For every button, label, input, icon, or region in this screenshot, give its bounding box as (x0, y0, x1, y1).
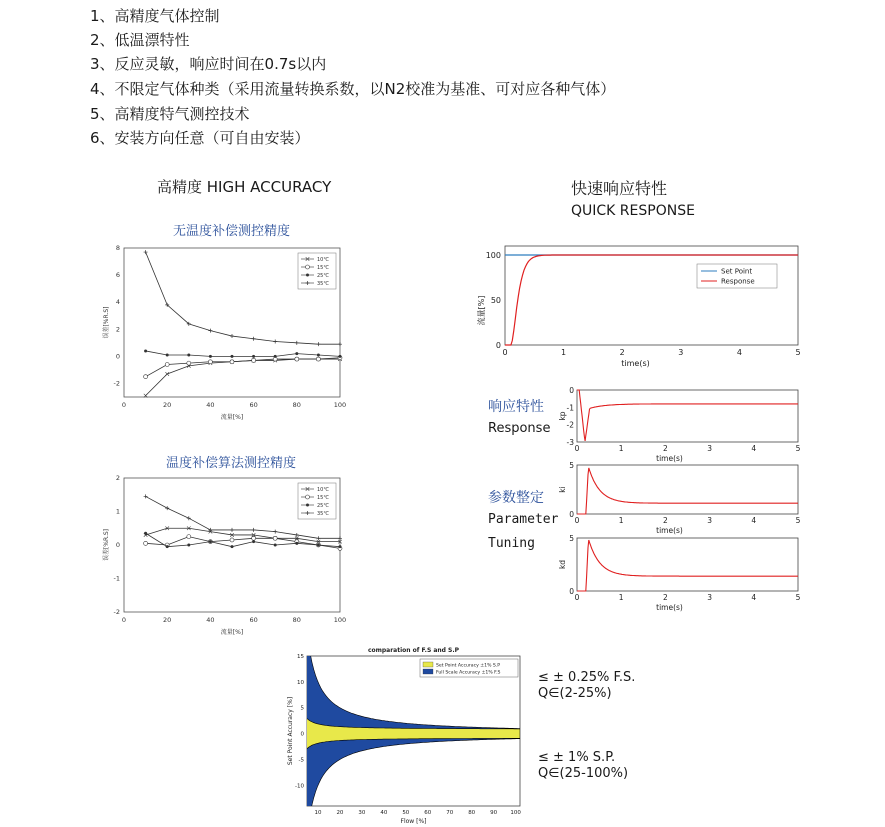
chart-kd (555, 533, 807, 615)
data-point (273, 339, 277, 343)
y-axis-label: 流量[%] (477, 295, 486, 326)
right-heading-cn: 快速响应特性 (571, 179, 668, 198)
x-axis-label: 流量[%] (220, 414, 244, 420)
legend-swatch (423, 669, 433, 674)
y-tick-label: 0 (569, 587, 574, 596)
x-tick-label: 5 (795, 444, 801, 453)
x-tick-label: 1 (618, 593, 624, 602)
left-heading: 高精度 HIGH ACCURACY (157, 178, 332, 196)
feature-item: 6、安装方向任意（可自由安装） (90, 129, 310, 147)
data-point (273, 536, 277, 540)
x-tick-label: 3 (678, 348, 684, 357)
x-tick-label: 4 (751, 516, 757, 525)
data-point (144, 375, 148, 379)
sp-note-2: Q∈(25-100%) (538, 766, 629, 781)
y-tick-label: -2 (113, 608, 120, 616)
y-tick-label: 100 (485, 251, 501, 260)
data-point (187, 361, 191, 365)
data-point (306, 495, 310, 499)
x-axis-label: 流量[%] (220, 629, 244, 636)
y-tick-label: 5 (569, 461, 574, 470)
x-tick-label: 50 (402, 810, 410, 816)
data-point (338, 342, 342, 346)
data-point (230, 360, 234, 364)
fs-note-2: Q∈(2-25%) (538, 686, 612, 701)
sp-note-1: ≤ ± 1% S.P. (538, 750, 616, 765)
fs-note-1: ≤ ± 0.25% F.S. (538, 670, 636, 685)
x-tick-label: 10 (314, 810, 322, 816)
data-point (316, 357, 320, 361)
data-point (306, 504, 309, 507)
y-tick-label: 15 (297, 654, 304, 660)
x-tick-label: 0 (574, 593, 580, 602)
data-point (230, 528, 234, 532)
data-point (209, 540, 212, 543)
x-tick-label: 4 (751, 593, 757, 602)
data-point (252, 536, 256, 540)
legend-label: Response (721, 277, 755, 286)
data-point (208, 329, 212, 333)
legend-label: Set Point (721, 267, 753, 276)
y-tick-label: -5 (298, 757, 304, 764)
param-label-en1: Parameter (488, 512, 559, 527)
param-label-cn: 参数整定 (488, 490, 544, 506)
y-axis-label: ki (558, 486, 567, 493)
right-heading-en: QUICK RESPONSE (571, 203, 695, 219)
response-label-cn: 响应特性 (488, 399, 544, 415)
x-axis-label: time(s) (656, 526, 683, 535)
series-line (146, 351, 340, 356)
chart-no-comp (98, 240, 348, 420)
x-tick-label: 5 (795, 516, 801, 525)
x-tick-label: 2 (663, 444, 668, 453)
x-tick-label: 1 (618, 444, 624, 453)
param-label-en2: Tuning (488, 536, 535, 551)
chart2-title: 温度补偿算法测控精度 (166, 456, 297, 471)
data-point (316, 536, 320, 540)
data-point (230, 538, 234, 542)
y-axis-label: kp (558, 411, 567, 421)
y-tick-label: 2 (115, 325, 120, 334)
y-tick-label: 10 (297, 679, 304, 686)
data-point (252, 528, 256, 532)
x-tick-label: 20 (336, 810, 344, 816)
data-point (295, 533, 299, 537)
feature-item: 5、高精度特气测控技术 (90, 105, 250, 123)
x-tick-label: 0 (121, 401, 127, 409)
data-point (252, 337, 256, 341)
series-line (146, 358, 340, 377)
x-tick-label: 3 (707, 444, 712, 453)
data-point (252, 355, 255, 358)
y-axis-label: 误差[%R.S] (103, 306, 110, 339)
data-point (316, 342, 320, 346)
legend-label: 25℃ (317, 273, 329, 279)
feature-item: 1、高精度气体控制 (90, 7, 220, 25)
legend-label: Set Point Accuracy ±1% S.P (436, 663, 501, 669)
y-tick-label: -2 (113, 379, 120, 388)
data-point (165, 362, 169, 366)
data-point (144, 349, 147, 352)
x-tick-label: 5 (795, 348, 801, 357)
y-tick-label: 0 (495, 341, 501, 350)
series-line (146, 359, 340, 396)
data-point (317, 544, 320, 547)
data-point (187, 354, 190, 357)
x-tick-label: 1 (561, 348, 567, 357)
y-axis-label: kd (558, 559, 567, 570)
data-point (295, 357, 299, 361)
data-point (187, 535, 191, 539)
feature-item: 2、低温漂特性 (90, 31, 190, 49)
x-tick-label: 100 (333, 401, 347, 409)
y-tick-label: 2 (115, 474, 120, 482)
data-point (306, 265, 310, 269)
chart-kp (555, 385, 807, 463)
y-tick-label: 4 (115, 298, 120, 307)
x-tick-label: 80 (292, 616, 301, 624)
x-tick-label: 2 (663, 593, 668, 602)
x-tick-label: 100 (510, 810, 521, 816)
response-label-en: Response (488, 421, 551, 436)
y-axis-label: 误差[%R.S] (103, 528, 110, 562)
x-tick-label: 0 (574, 516, 580, 525)
x-tick-label: 20 (163, 401, 172, 409)
x-tick-label: 80 (292, 401, 301, 409)
data-point (208, 360, 212, 364)
x-tick-label: 5 (795, 593, 801, 602)
x-tick-label: 3 (707, 516, 712, 525)
data-point (166, 545, 169, 548)
legend-label: 15℃ (317, 495, 329, 501)
data-point (231, 355, 234, 358)
x-tick-label: 3 (707, 593, 712, 602)
x-tick-label: 4 (751, 444, 757, 453)
y-tick-label: -2 (566, 420, 574, 430)
x-tick-label: 100 (333, 616, 347, 624)
y-axis-label: Set Point Accuracy [%] (287, 696, 294, 766)
y-tick-label: -3 (566, 438, 574, 447)
feature-item: 4、不限定气体种类（采用流量转换系数，以N2校准为基准、可对应各种气体） (90, 80, 616, 98)
legend-label: 35℃ (317, 511, 329, 517)
y-tick-label: 5 (300, 705, 304, 712)
data-point (252, 358, 256, 362)
plot-frame (577, 465, 798, 514)
plot-frame (577, 538, 798, 591)
legend-label: 15℃ (317, 265, 329, 271)
y-tick-label: 0 (300, 731, 304, 738)
data-point (274, 355, 277, 358)
data-point (209, 355, 212, 358)
x-tick-label: 70 (446, 810, 454, 816)
data-point (187, 544, 190, 547)
y-tick-label: 5 (569, 534, 574, 543)
chart-quick-response (472, 240, 807, 375)
x-tick-label: 40 (206, 401, 215, 409)
legend-label: 10℃ (317, 257, 329, 263)
data-point (144, 494, 148, 498)
x-tick-label: 2 (663, 516, 668, 525)
x-tick-label: 90 (490, 810, 498, 816)
x-axis-label: time(s) (656, 603, 683, 612)
y-tick-label: 50 (490, 296, 501, 305)
y-tick-label: 0 (569, 386, 574, 395)
data-point (339, 545, 342, 548)
y-tick-label: 8 (115, 244, 120, 252)
data-point (165, 372, 169, 376)
feature-item: 3、反应灵敏，响应时间在0.7s以内 (90, 55, 327, 73)
data-point (306, 274, 309, 277)
y-tick-label: 0 (115, 541, 120, 549)
plot-frame (577, 390, 798, 442)
data-point (166, 354, 169, 357)
y-tick-label: -1 (113, 574, 120, 583)
y-tick-label: 0 (569, 510, 574, 519)
x-tick-label: 1 (618, 516, 624, 525)
x-tick-label: 60 (424, 810, 432, 816)
data-point (144, 250, 148, 254)
x-tick-label: 40 (206, 616, 215, 624)
x-tick-label: 20 (163, 616, 172, 624)
legend-swatch (423, 662, 433, 667)
data-point (274, 544, 277, 547)
data-point (165, 506, 169, 510)
data-point (230, 334, 234, 338)
y-tick-label: 0 (115, 352, 120, 361)
x-axis-label: Flow [%] (400, 818, 427, 825)
legend-label: 10℃ (317, 487, 329, 493)
legend-label: 35℃ (317, 281, 329, 287)
x-tick-label: 80 (468, 810, 476, 816)
chart-ki (555, 460, 807, 538)
data-point (273, 530, 277, 534)
legend-label: 25℃ (317, 503, 329, 509)
data-point (252, 540, 255, 543)
x-tick-label: 40 (380, 810, 388, 816)
chart-fs-sp (280, 643, 525, 827)
y-tick-label: 1 (115, 507, 120, 516)
legend-label: Full Scale Accuracy ±1% F.S (436, 670, 501, 676)
chart-comp (98, 470, 348, 642)
data-point (187, 516, 191, 520)
chart1-title: 无温度补偿测控精度 (173, 224, 291, 239)
data-point (295, 352, 298, 355)
x-tick-label: 0 (121, 616, 127, 624)
chart-title: comparation of F.S and S.P (367, 647, 460, 654)
x-axis-label: time(s) (621, 359, 650, 368)
data-point (231, 545, 234, 548)
series-line (146, 537, 340, 549)
y-tick-label: 6 (115, 271, 120, 280)
data-point (339, 355, 342, 358)
x-tick-label: 2 (619, 348, 625, 357)
data-point (295, 341, 299, 345)
data-point (144, 532, 147, 535)
y-tick-label: -1 (566, 403, 574, 413)
y-tick-label: -10 (295, 783, 304, 790)
x-tick-label: 0 (502, 348, 508, 357)
plot-frame (505, 246, 798, 345)
x-tick-label: 0 (574, 444, 580, 453)
x-axis-label: time(s) (656, 454, 683, 463)
data-point (338, 536, 342, 540)
data-point (144, 541, 148, 545)
data-point (317, 354, 320, 357)
x-tick-label: 60 (249, 616, 258, 624)
data-point (295, 542, 298, 545)
x-tick-label: 4 (736, 348, 742, 357)
x-tick-label: 60 (249, 401, 258, 409)
x-tick-label: 30 (358, 810, 366, 816)
